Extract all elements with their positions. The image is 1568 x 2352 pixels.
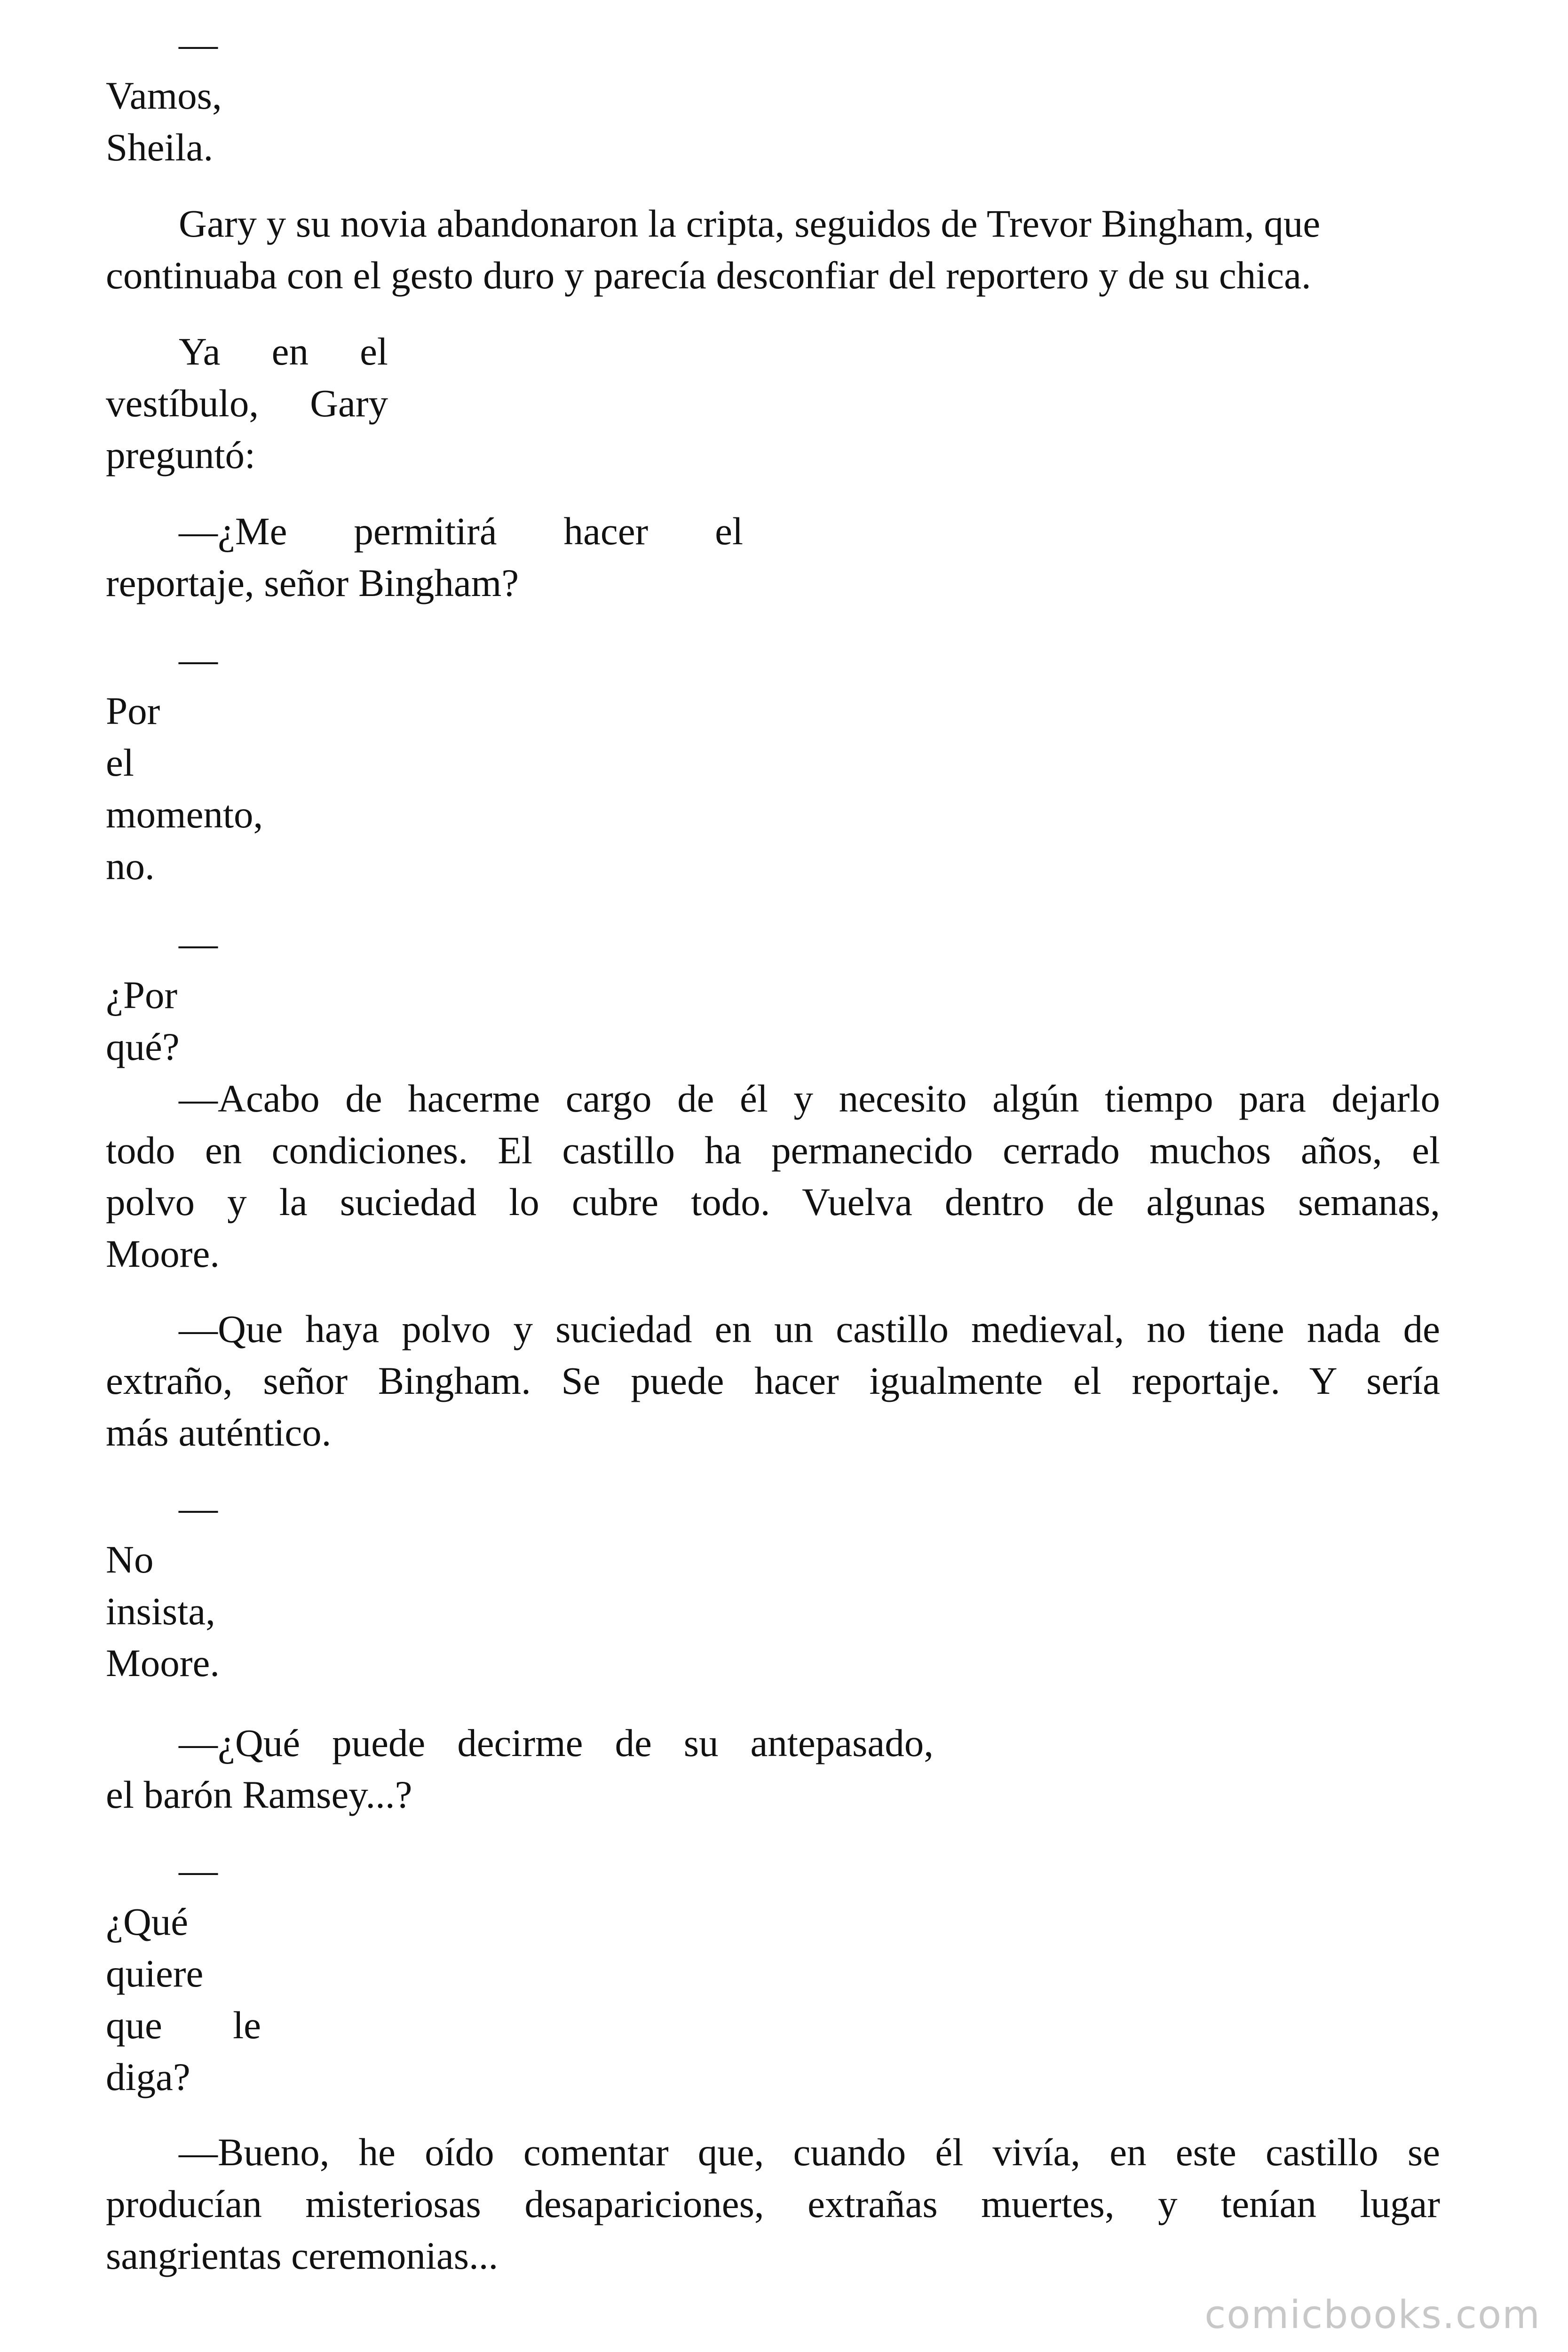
- text-line: —¿Qué puede decirme de su antepasado,: [179, 1721, 934, 1764]
- paragraph-polvo-y-suciedad: [106, 1303, 1440, 1458]
- paragraph-antepasado: [106, 1717, 934, 1820]
- text-line: No: [106, 1538, 154, 1581]
- text-line: extraño, señor Bingham. Se puede hacer igualmente el reportaje. Y sería: [106, 1359, 1440, 1402]
- paragraph-narration-cripta: [106, 198, 1320, 301]
- text-line: —Acabo de hacerme cargo de él y necesito algún tiempo para dejarlo: [179, 1077, 1440, 1120]
- text-line: —: [179, 22, 218, 65]
- text-line: insista,: [106, 1589, 215, 1633]
- text-line: —Que haya polvo y suciedad en un castillo medieval, no tiene nada de: [179, 1307, 1440, 1351]
- text-line: —: [179, 1486, 218, 1529]
- paragraph-no-insista: [106, 1482, 220, 1689]
- text-line: Moore.: [106, 1232, 220, 1275]
- text-line: reportaje, señor Bingham?: [106, 561, 519, 604]
- text-line: Moore.: [106, 1641, 220, 1685]
- text-line: diga?: [106, 2055, 190, 2098]
- text-line: polvo y la suciedad lo cubre todo. Vuelva dentro de algunas semanas,: [106, 1180, 1440, 1224]
- text-line: Sheila.: [106, 126, 214, 169]
- paragraph-bueno-he-oido: [106, 2126, 1440, 2281]
- text-line: momento,: [106, 793, 263, 836]
- text-line: sangrientas ceremonias...: [106, 2234, 499, 2277]
- text-line: Ya en el: [179, 330, 388, 373]
- paragraph-por-el-momento: [106, 633, 263, 892]
- paragraph-por-que: [106, 917, 218, 1073]
- text-line: Gary y su novia abandonaron la cripta, seguidos de Trevor Bingham, que: [179, 202, 1321, 245]
- paragraph-permitira-reportaje: [106, 505, 743, 609]
- paragraph-vamos-sheila: [106, 18, 222, 173]
- text-line: producían misteriosas desapariciones, extrañas muertes, y tenían lugar: [106, 2182, 1440, 2225]
- watermark: comicbooks.com: [1204, 2293, 1541, 2337]
- text-line: preguntó:: [106, 433, 256, 477]
- text-line: vestíbulo, Gary: [106, 381, 388, 425]
- paragraph-vestibulo: [106, 326, 388, 481]
- text-line: continuaba con el gesto duro y parecía desconfiar del reportero y de su chica.: [106, 254, 1311, 297]
- text-line: el barón Ramsey...?: [106, 1773, 412, 1816]
- text-line: —¿Me permitirá hacer el: [179, 509, 743, 553]
- paragraph-que-quiere-que-le-diga: [106, 1844, 261, 2103]
- text-line: —: [179, 1848, 218, 1891]
- text-line: —: [179, 637, 218, 681]
- text-line: más auténtico.: [106, 1411, 332, 1454]
- text-line: que le: [106, 2003, 261, 2047]
- text-line: —: [179, 922, 218, 965]
- text-line: quiere: [106, 1952, 204, 1995]
- text-line: —Bueno, he oído comentar que, cuando él vivía, en este castillo se: [179, 2130, 1440, 2174]
- text-line: ¿Por: [106, 973, 178, 1017]
- text-line: no.: [106, 844, 155, 888]
- text-line: qué?: [106, 1025, 180, 1068]
- paragraph-acabo-de-hacerme-cargo: [106, 1073, 1440, 1279]
- text-line: todo en condiciones. El castillo ha permanecido cerrado muchos años, el: [106, 1128, 1440, 1172]
- text-line: ¿Qué: [106, 1900, 189, 1943]
- text-line: el: [106, 741, 134, 784]
- text-line: Vamos,: [106, 74, 222, 117]
- text-line: Por: [106, 689, 160, 732]
